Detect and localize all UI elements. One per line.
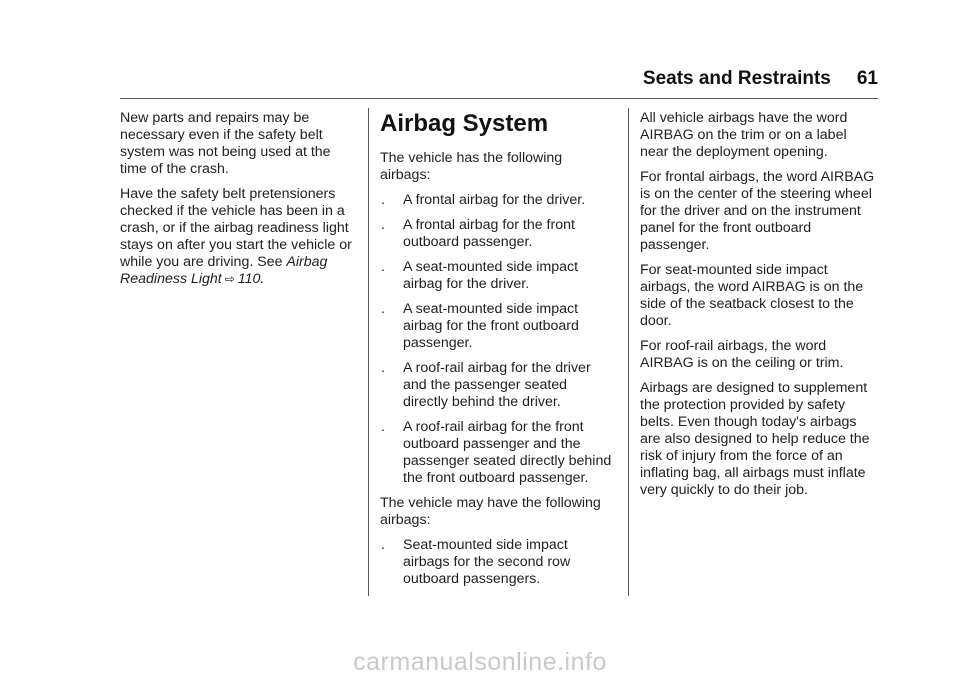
paragraph: Airbags are designed to supplement the protection provided by safety belts. Even though today's airbags are also designed to help reduce the risk of injury from the force of an inflating bag, all airbags must inflate very quickly to do their job. [640,380,870,498]
paragraph: All vehicle airbags have the word AIRBAG on the trim or on a label near the deployment opening. [640,110,848,160]
bullet-mark: . [381,419,385,435]
column-3 [640,110,876,507]
paragraph: The vehicle may have the following airbags: [380,495,601,528]
list-item [380,217,612,251]
reference-page: 110. [237,271,265,287]
paragraph: The vehicle has the following airbags: [380,150,563,183]
bullet-mark: . [381,301,385,317]
paragraph: New parts and repairs may be necessary even if the safety belt system was not being used at the time of the crash. [120,110,331,177]
paragraph: For frontal airbags, the word AIRBAG is on the center of the steering wheel for the driver and on the instrument panel for the front outboard passenger. [640,169,875,253]
list-item-text: A frontal airbag for the front outboard passenger. [403,217,575,250]
paragraph-text: Have the safety belt pretensioners checked if the vehicle has been in a crash, or if the airbag readiness light stays on after you start the vehicle or while you are driving. See [120,186,352,270]
watermark: carmanualsonline.info [353,648,607,676]
column-1 [120,110,360,296]
section-title: Seats and Restraints [642,68,831,89]
column-divider-2 [628,108,629,596]
list-item [380,360,612,411]
paragraph: For roof-rail airbags, the word AIRBAG is on the ceiling or trim. [640,338,844,371]
reference-title: Airbag Readiness Light [120,254,328,287]
bullet-mark: . [381,192,385,208]
list-item [380,537,612,588]
bullet-mark: . [381,259,385,275]
list-item-text: Seat-mounted side impact airbags for the second row outboard passengers. [403,537,571,587]
column-2 [380,110,612,596]
page-header [0,68,878,90]
list-item [380,192,612,209]
header-rule [120,98,878,99]
page-arrow-icon: ⇨ [224,272,235,286]
page-number: 61 [856,68,878,89]
bullet-mark: . [381,360,385,376]
paragraph [120,186,360,288]
bullet-mark: . [381,537,385,553]
column-divider-1 [368,108,369,596]
paragraph: For seat-mounted side impact airbags, the word AIRBAG is on the side of the seatback closest to the door. [640,262,864,329]
list-item [380,419,612,487]
list-item-text: A roof-rail airbag for the driver and the passenger seated directly behind the driver. [403,360,591,410]
list-item [380,259,612,293]
list-item-text: A seat-mounted side impact airbag for the driver. [403,259,579,292]
bullet-mark: . [381,217,385,233]
list-item [380,301,612,352]
list-item-text: A frontal airbag for the driver. [403,192,586,208]
section-heading: Airbag System [380,110,549,137]
list-item-text: A roof-rail airbag for the front outboard passenger and the passenger seated directly behind the front outboard passenger. [403,419,612,486]
list-item-text: A seat-mounted side impact airbag for the front outboard passenger. [403,301,579,351]
